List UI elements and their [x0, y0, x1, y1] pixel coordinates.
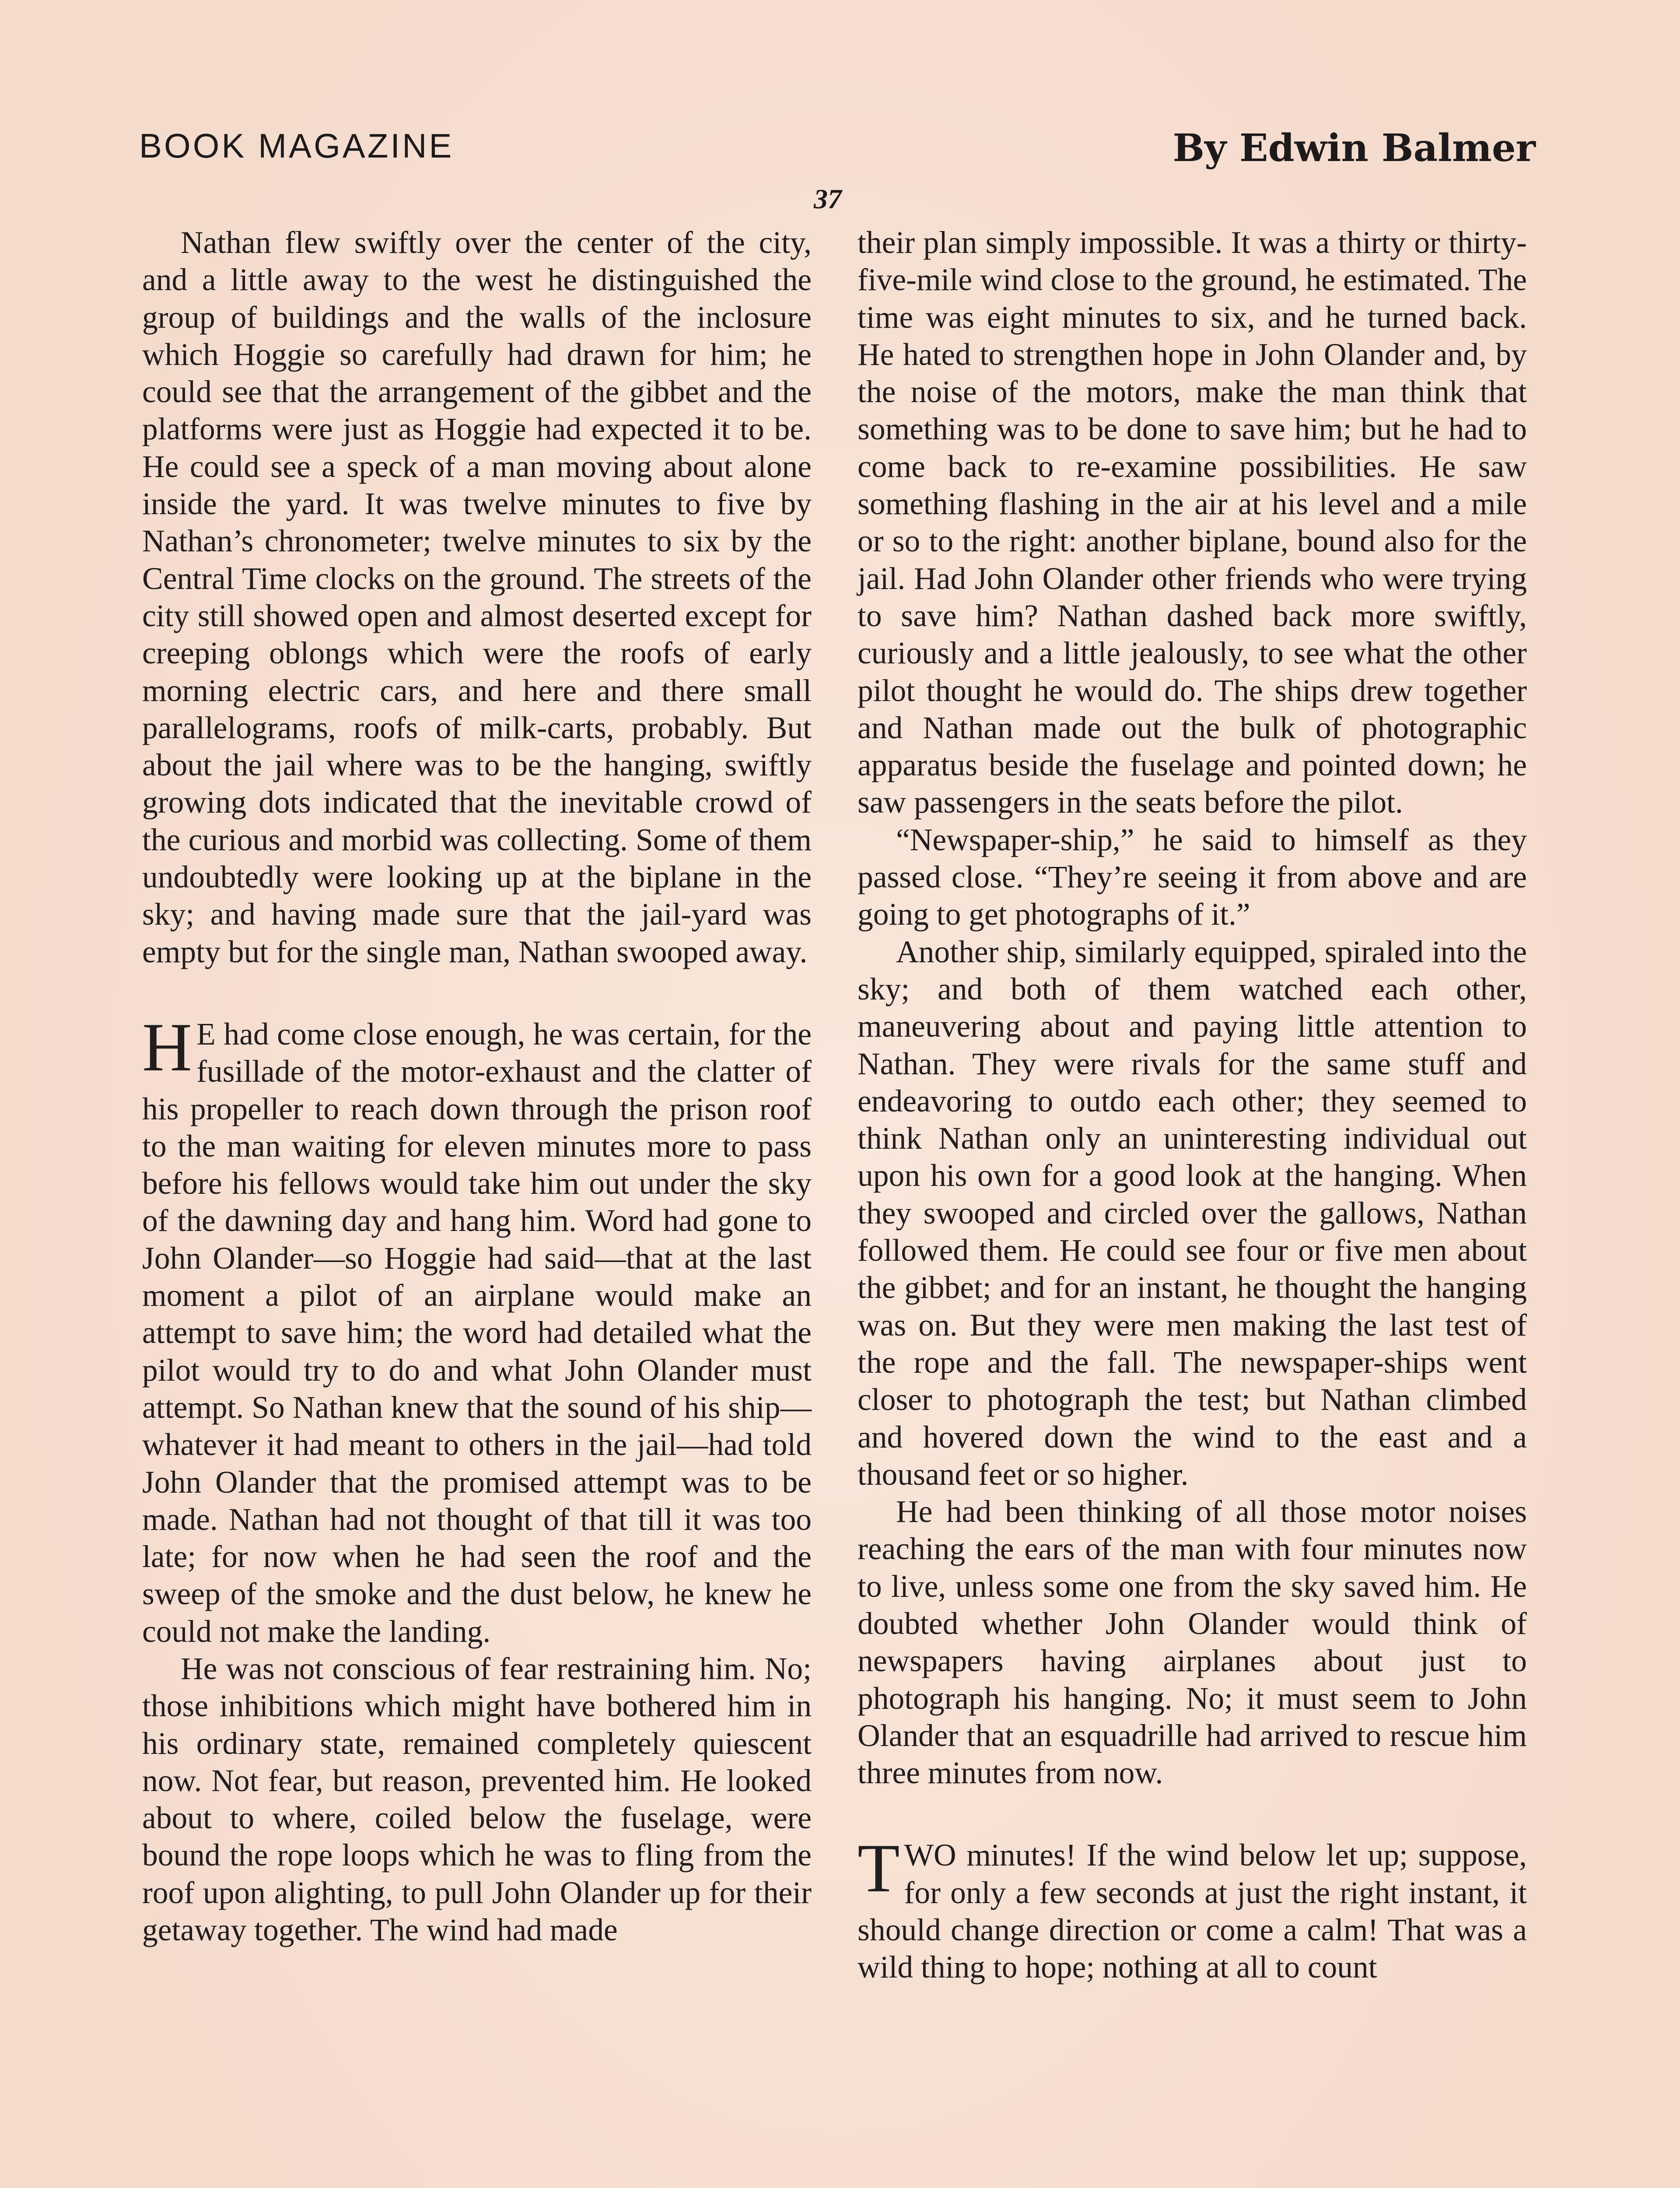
drop-cap: T	[858, 1830, 900, 1907]
paragraph: He had been thinking of all those motor noises reaching the ears of the man with four minutes now to live, unless some one from the sky saved him. He doubted whether John Olander would think of newspapers having airplanes about just to photograph his hanging. No; it must seem to John Olander that an esquadrille had arrived to rescue him three minutes from now.	[858, 1494, 1527, 1791]
paragraph: He was not conscious of fear restraining him. No; those inhibitions which might have bothered him in his ordinary state, remained completely quiescent now. Not fear, but reason, prevented him. He looked about to where, coiled below the fuselage, were bound the rope loops which he was to fling from the roof upon alighting, to pull John Olander up for their getaway together. The wind had made	[142, 1651, 812, 1948]
paragraph: their plan simply impossible. It was a thirty or thirty-five-mile wind close to the ground, he estimated. The time was eight minutes to six, and he turned back. He hated to strengthen hope in John Olander and, by the noise of the motors, make the man think that something was to be done to save him; but he had to come back to re-examine possibilities. He saw something flashing in the air at his level and a mile or so to the right: another biplane, bound also for the jail. Had John Olander other friends who were trying to save him? Nathan dashed back more swiftly, curiously and a little jealously, to see what the other pilot thought he would do. The ships drew together and Nathan made out the bulk of photographic apparatus beside the fuselage and pointed down; he saw passengers in the seats before the pilot.	[858, 225, 1527, 820]
magazine-title: BOOK MAGAZINE	[139, 126, 454, 165]
right-column	[858, 224, 1527, 1986]
drop-cap: H	[142, 1009, 192, 1086]
left-column	[142, 224, 812, 1949]
paragraph: Another ship, similarly equipped, spiraled into the sky; and both of them watched each other, maneuvering about and paying little attention to Nathan. They were rivals for the same stuff and endeavoring to outdo each other; they seemed to think Nathan only an uninteresting individual out upon his own for a good look at the hanging. When they swooped and circled over the gallows, Nathan followed them. He could see four or five men about the gibbet; and for an instant, he thought the hanging was on. But they were men making the last test of the rope and the fall. The newspaper-ships went closer to photograph the test; but Nathan climbed and hovered down the wind to the east and a thousand feet or so higher.	[858, 934, 1527, 1492]
page-number: 37	[814, 183, 842, 214]
paragraph: “Newspaper-ship,” he said to himself as they passed close. “They’re seeing it from above and are going to get photographs of it.”	[858, 822, 1527, 932]
paragraph-text: WO minutes! If the wind below let up; suppose, for only a few seconds at just the right instant, it should change direction or come a calm! That was a wild thing to hope; nothing at all to count	[858, 1838, 1527, 1985]
paragraph-text: E had come close enough, he was certain, for the fusillade of the motor-exhaust and the clatter of his propeller to reach down through the prison roof to the man waiting for eleven minutes more to pass before his fellows would take him out under the sky of the dawning day and hang him. Word had gone to John Olander—so Hoggie had said—that at the last moment a pilot of an airplane would make an attempt to save him; the word had detailed what the pilot would try to do and what John Olander must attempt. So Nathan knew that the sound of his ship—whatever it had meant to others in the jail—had told John Olander that the promised attempt was to be made. Nathan had not thought of that till it was too late; for now when he had seen the roof and the sweep of the smoke and the dust below, he knew he could not make the landing.	[142, 1017, 812, 1649]
paragraph-dropcap	[858, 1830, 1527, 1986]
paragraph: Nathan flew swiftly over the center of the city, and a little away to the west he distinguished the group of buildings and the walls of the inclosure which Hoggie so carefully had drawn for him; he could see that the arrangement of the gibbet and the platforms were just as Hoggie had expected it to be. He could see a speck of a man moving about alone inside the yard. It was twelve minutes to five by Nathan’s chronometer; twelve minutes to six by the Central Time clocks on the ground. The streets of the city still showed open and almost deserted except for creeping oblongs which were the roofs of early morning electric cars, and here and there small parallelograms, roofs of milk-carts, probably. But about the jail where was to be the hanging, swiftly growing dots indicated that the inevitable crowd of the curious and morbid was collecting. Some of them undoubtedly were looking up at the biplane in the sky; and having made sure that the jail-yard was empty but for the single man, Nathan swooped away.	[142, 225, 812, 969]
author-byline: By Edwin Balmer	[1172, 126, 1536, 170]
paragraph-dropcap	[142, 1009, 812, 1650]
